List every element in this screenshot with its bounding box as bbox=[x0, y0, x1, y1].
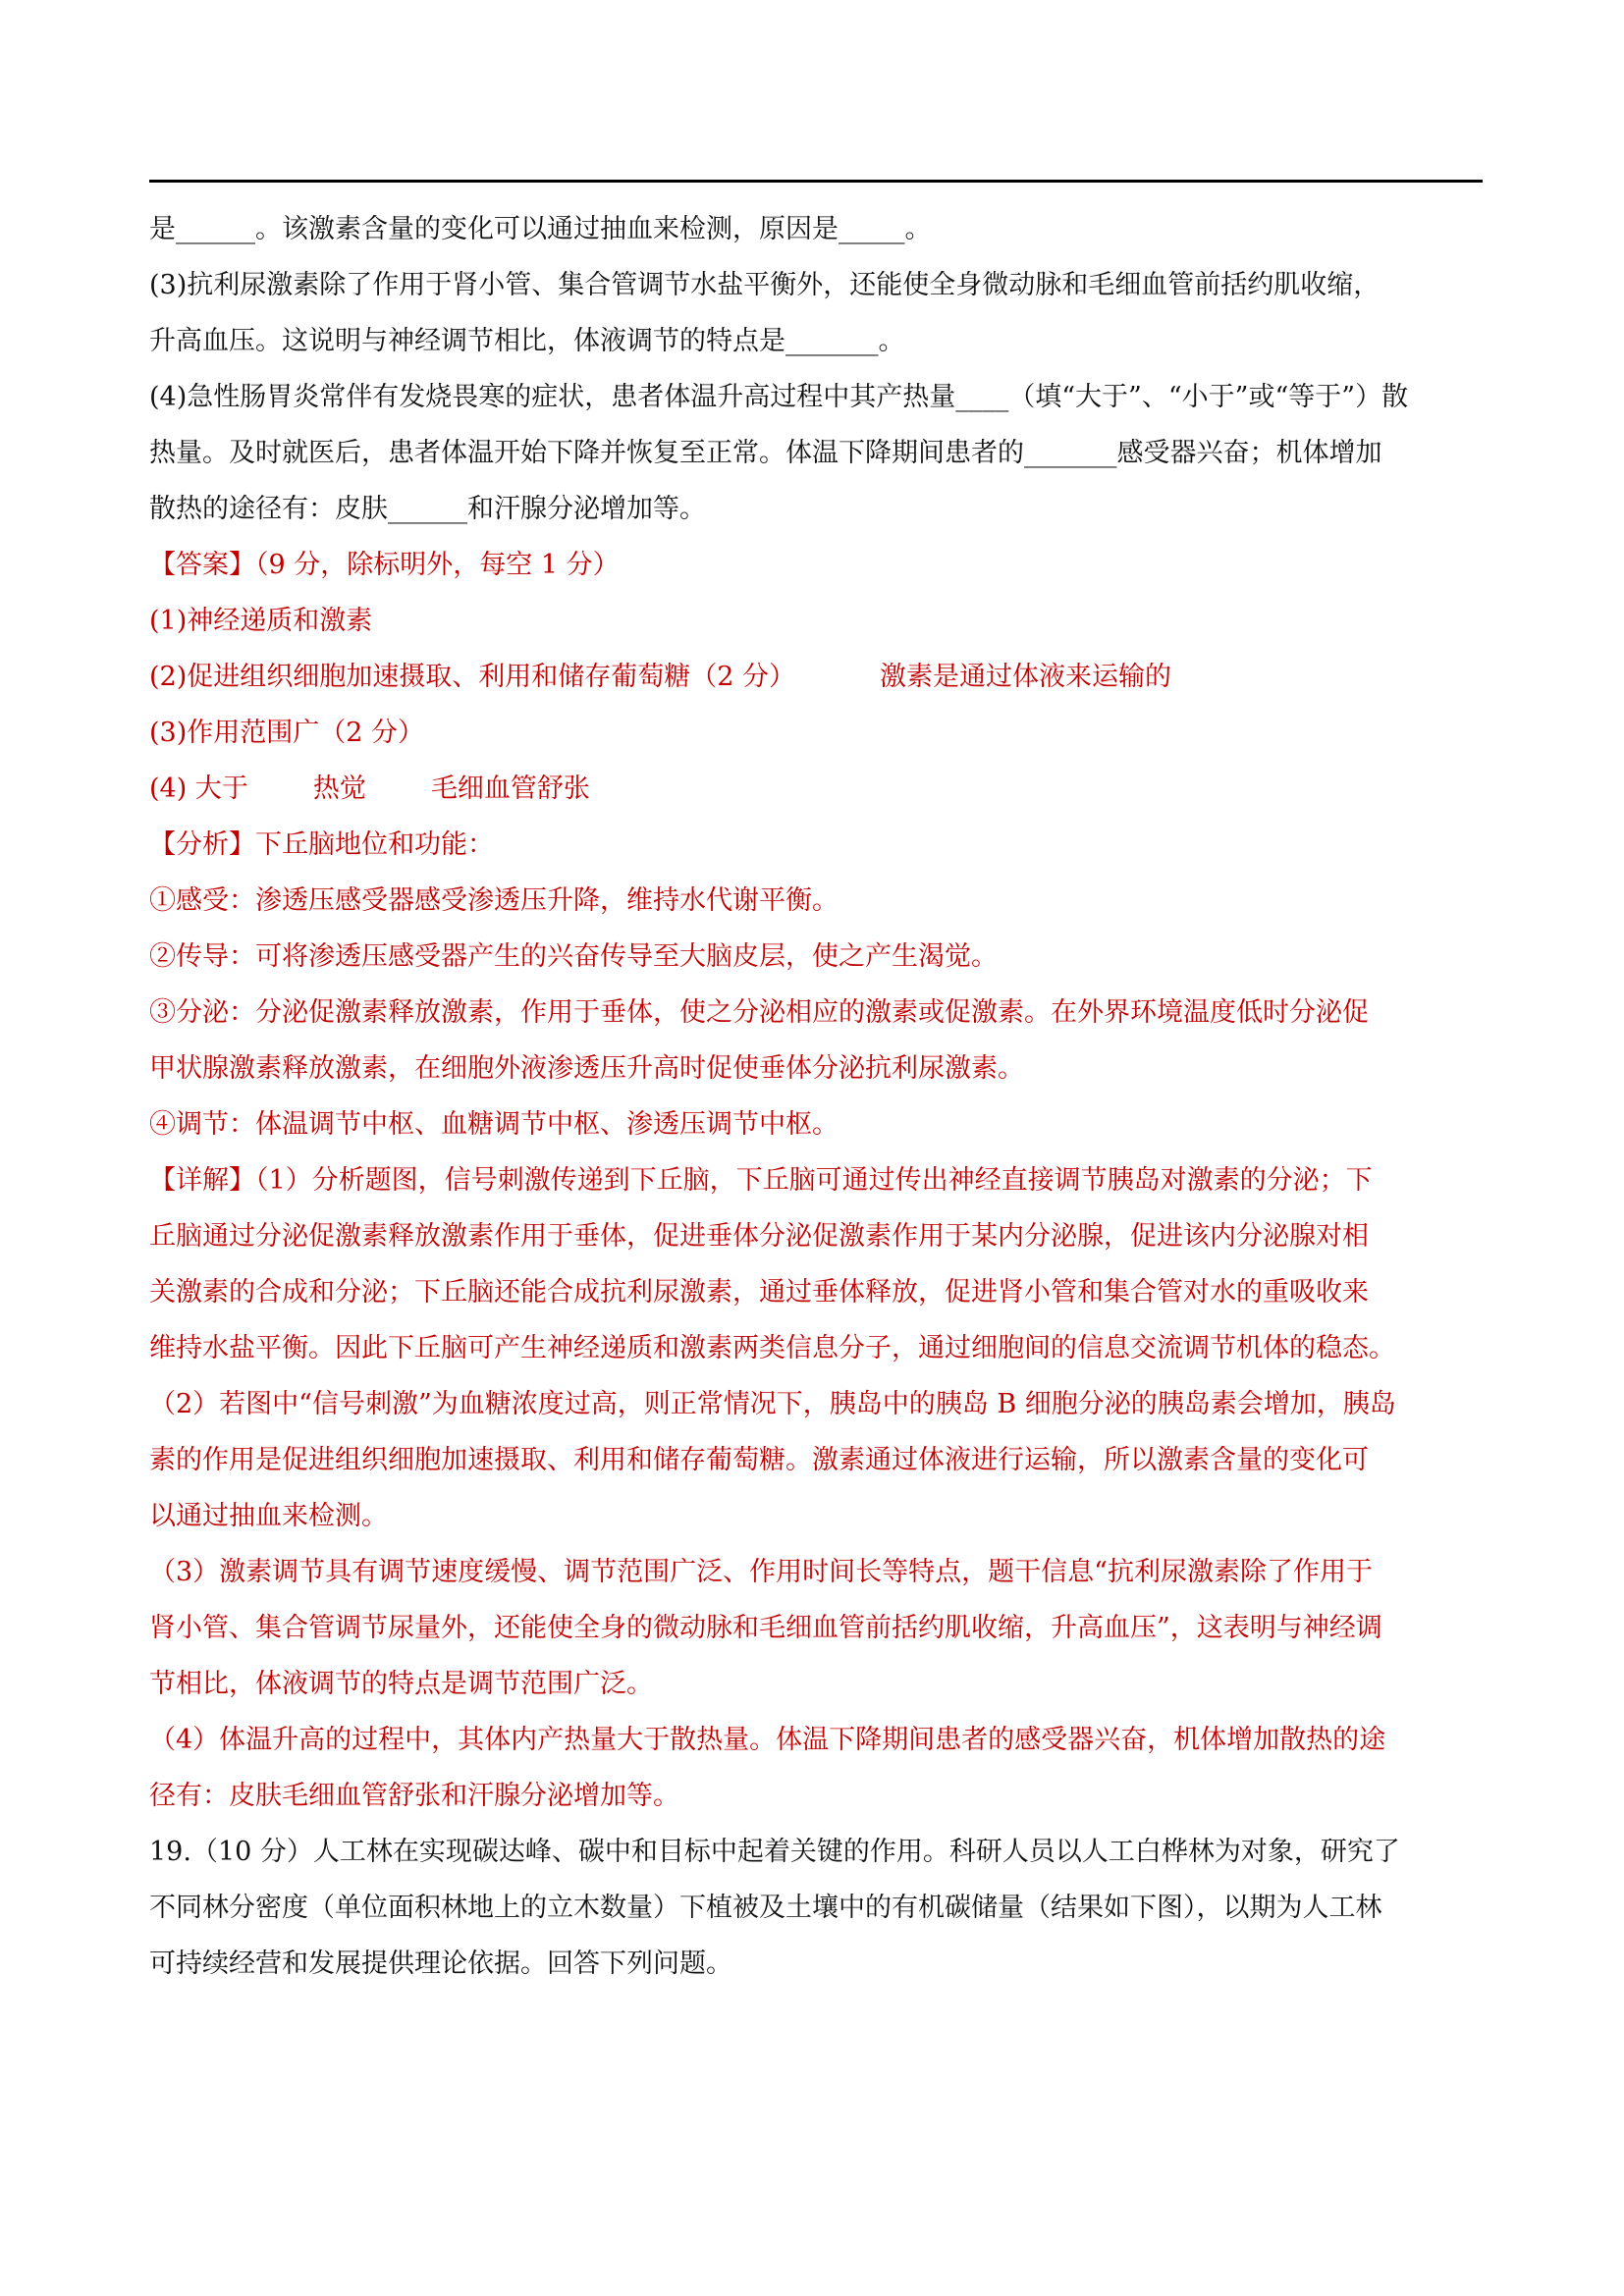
analysis-line: ①感受：渗透压感受器感受渗透压升降，维持水代谢平衡。 bbox=[149, 885, 839, 916]
answer-4-part-1: (4) 大于 bbox=[149, 774, 248, 804]
answer-score-note: （9 分，除标明外，每空 1 分） bbox=[255, 550, 620, 580]
detail-line: 径有：皮肤毛细血管舒张和汗腺分泌增加等。 bbox=[149, 1781, 679, 1811]
analysis-intro: 下丘脑地位和功能： bbox=[255, 829, 494, 860]
answer-line bbox=[149, 761, 1485, 817]
analysis-header-line bbox=[149, 817, 1485, 873]
question-19-line: 不同林分密度（单位面积林地上的立木数量）下植被及土壤中的有机碳储量（结果如下图），以期为人工林 bbox=[149, 1893, 1382, 1923]
question-line: (3)抗利尿激素除了作用于肾小管、集合管调节水盐平衡外，还能使全身微动脉和毛细血管前括约肌收缩， bbox=[149, 270, 1380, 300]
answer-4-part-2: 热觉 bbox=[312, 774, 366, 804]
analysis-line: 甲状腺激素释放激素，在细胞外液渗透压升高时促使垂体分泌抗利尿激素。 bbox=[149, 1053, 1024, 1084]
detail-header-line bbox=[149, 1152, 1485, 1208]
analysis-line: ③分泌：分泌促激素释放激素，作用于垂体，使之分泌相应的激素或促激素。在外界环境温度低时分泌促 bbox=[149, 997, 1369, 1028]
detail-line: （1）分析题图，信号刺激传递到下丘脑，下丘脑可通过传出神经直接调节胰岛对激素的分泌；下 bbox=[255, 1165, 1373, 1196]
detail-line: 素的作用是促进组织细胞加速摄取、利用和储存葡萄糖。激素通过体液进行运输，所以激素含量的变化可 bbox=[149, 1445, 1369, 1475]
answer-2-part-1: (2)促进组织细胞加速摄取、利用和储存葡萄糖（2 分） bbox=[149, 662, 796, 692]
analysis-line: ②传导：可将渗透压感受器产生的兴奋传导至大脑皮层，使之产生渴觉。 bbox=[149, 941, 998, 972]
question-19-line: 可持续经营和发展提供理论依据。回答下列问题。 bbox=[149, 1949, 732, 1979]
detail-line: 丘脑通过分泌促激素释放激素作用于垂体，促进垂体分泌促激素作用于某内分泌腺，促进该内分泌腺对相 bbox=[149, 1221, 1369, 1252]
answer-line bbox=[149, 649, 1485, 705]
answer-4-part-3: 毛细血管舒张 bbox=[430, 774, 590, 804]
answer-header: 【答案】 bbox=[149, 550, 255, 580]
answer-header-line bbox=[149, 537, 1485, 593]
detail-line: （2）若图中“信号刺激”为血糖浓度过高，则正常情况下，胰岛中的胰岛 B 细胞分泌的胰岛素会增加，胰岛 bbox=[149, 1389, 1396, 1419]
question-19-line: 19.（10 分）人工林在实现碳达峰、碳中和目标中起着关键的作用。科研人员以人工白桦林为对象，研究了 bbox=[149, 1837, 1400, 1867]
document-body bbox=[149, 201, 1485, 1992]
answer-2-part-2: 激素是通过体液来运输的 bbox=[880, 662, 1172, 692]
analysis-header: 【分析】 bbox=[149, 829, 255, 860]
detail-line: 维持水盐平衡。因此下丘脑可产生神经递质和激素两类信息分子，通过细胞间的信息交流调节机体的稳态。 bbox=[149, 1333, 1395, 1363]
question-line: 是______。该激素含量的变化可以通过抽血来检测，原因是_____。 bbox=[149, 214, 932, 244]
detail-line: 肾小管、集合管调节尿量外，还能使全身的微动脉和毛细血管前括约肌收缩，升高血压”，这表明与神经调 bbox=[149, 1613, 1382, 1643]
detail-line: 以通过抽血来检测。 bbox=[149, 1501, 388, 1531]
question-line: 热量。及时就医后，患者体温开始下降并恢复至正常。体温下降期间患者的_______感受器兴奋；机体增加 bbox=[149, 438, 1382, 468]
detail-line: 节相比，体液调节的特点是调节范围广泛。 bbox=[149, 1669, 653, 1699]
answer-line: (1)神经递质和激素 bbox=[149, 606, 373, 636]
detail-header: 【详解】 bbox=[149, 1165, 255, 1196]
analysis-line: ④调节：体温调节中枢、血糖调节中枢、渗透压调节中枢。 bbox=[149, 1109, 839, 1140]
question-line: (4)急性肠胃炎常伴有发烧畏寒的症状，患者体温升高过程中其产热量____（填“大于”、“小于”或“等于”）散 bbox=[149, 382, 1409, 412]
detail-line: （4）体温升高的过程中，其体内产热量大于散热量。体温下降期间患者的感受器兴奋，机体增加散热的途 bbox=[149, 1725, 1386, 1755]
question-line: 升高血压。这说明与神经调节相比，体液调节的特点是_______。 bbox=[149, 326, 905, 356]
answer-line: (3)作用范围广（2 分） bbox=[149, 718, 425, 748]
header-rule bbox=[149, 180, 1483, 183]
question-line: 散热的途径有：皮肤______和汗腺分泌增加等。 bbox=[149, 494, 706, 524]
detail-line: （3）激素调节具有调节速度缓慢、调节范围广泛、作用时间长等特点，题干信息“抗利尿激素除了作用于 bbox=[149, 1557, 1373, 1587]
detail-line: 关激素的合成和分泌；下丘脑还能合成抗利尿激素，通过垂体释放，促进肾小管和集合管对水的重吸收来 bbox=[149, 1277, 1369, 1308]
